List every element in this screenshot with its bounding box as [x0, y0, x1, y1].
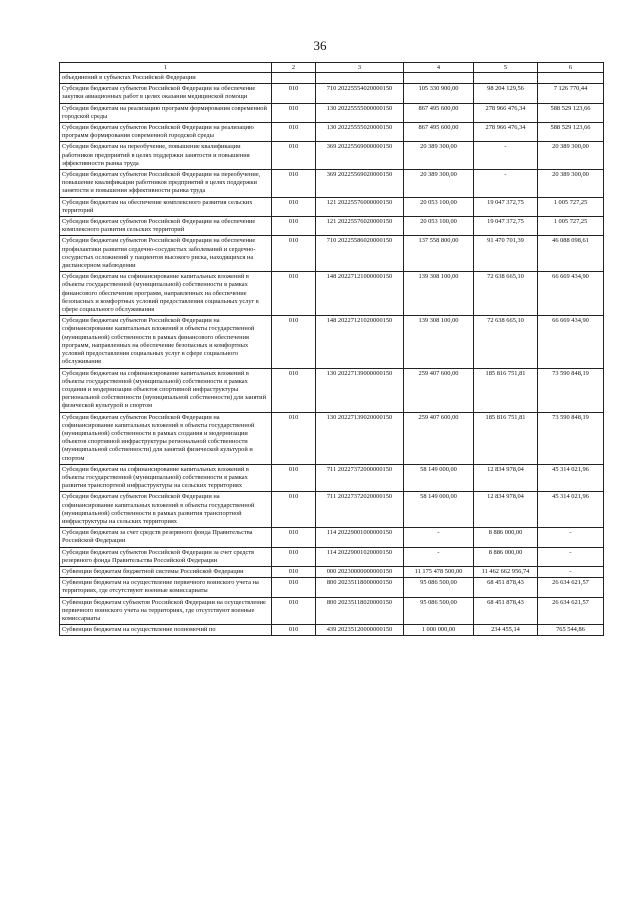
- row-admin-code: 010: [272, 566, 316, 577]
- row-description: Субсидии бюджетам субъектов Российской Федерации на софинансирование капитальных вложений в объекты государственной (муниципальной) собственности в рамках создания и модернизации объектов спортивной инфраструктуры региональной собственности (муниципальной собственности) для занятий физической культурой и спортом: [60, 412, 272, 464]
- row-description: Субсидии бюджетам субъектов Российской Федерации на обеспечение комплексного развития сельских территорий: [60, 217, 272, 236]
- row-unexecuted: 765 544,86: [538, 625, 604, 636]
- row-approved: 105 330 900,00: [404, 84, 474, 103]
- row-budget-code: 121 20225576000000150: [316, 197, 404, 216]
- row-executed: 11 462 662 956,74: [474, 566, 538, 577]
- row-executed: -: [474, 142, 538, 170]
- row-executed: 234 455,14: [474, 625, 538, 636]
- row-budget-code: 148 20227121020000150: [316, 316, 404, 368]
- row-unexecuted: 66 669 434,90: [538, 316, 604, 368]
- row-description: Субсидии бюджетам субъектов Российской Федерации на софинансирование капитальных вложений в объекты государственной (муниципальной) собственности в рамках финансового обеспечения программ, направленных на обеспечение безопасных и комфортных условий предоставления социальных услуг в сфере социального обслуживания: [60, 316, 272, 368]
- table-row: [60, 197, 604, 216]
- row-budget-code: 800 20235118000000150: [316, 578, 404, 597]
- row-budget-code: 130 20227139000000150: [316, 368, 404, 412]
- row-approved: -: [404, 528, 474, 547]
- row-admin-code: 010: [272, 103, 316, 122]
- row-approved: 11 175 478 500,00: [404, 566, 474, 577]
- row-executed: -: [474, 170, 538, 198]
- row-approved: 95 086 500,00: [404, 597, 474, 625]
- row-approved: 58 149 000,00: [404, 464, 474, 492]
- table-row: [60, 73, 604, 84]
- row-approved: 867 495 600,00: [404, 103, 474, 122]
- row-budget-code: 130 20227139020000150: [316, 412, 404, 464]
- row-executed: 278 966 476,34: [474, 123, 538, 142]
- row-approved: 58 149 000,00: [404, 492, 474, 528]
- table-row: [60, 217, 604, 236]
- row-unexecuted: 73 590 848,19: [538, 368, 604, 412]
- row-budget-code: 369 20225569020000150: [316, 170, 404, 198]
- table-row: [60, 412, 604, 464]
- header-cell: 5: [474, 63, 538, 73]
- row-admin-code: 010: [272, 123, 316, 142]
- table-row: [60, 464, 604, 492]
- row-unexecuted: -: [538, 566, 604, 577]
- row-admin-code: 010: [272, 464, 316, 492]
- row-admin-code: 010: [272, 142, 316, 170]
- row-unexecuted: 45 314 021,96: [538, 464, 604, 492]
- table-row: [60, 123, 604, 142]
- row-budget-code: 710 20225554020000150: [316, 84, 404, 103]
- row-description: Субсидии бюджетам на реализацию программ формирования современной городской среды: [60, 103, 272, 122]
- table-row: [60, 142, 604, 170]
- table-row: [60, 236, 604, 272]
- table-row: [60, 170, 604, 198]
- row-unexecuted: 588 529 123,66: [538, 123, 604, 142]
- row-unexecuted: 20 389 300,00: [538, 170, 604, 198]
- row-approved: 20 053 100,00: [404, 197, 474, 216]
- row-executed: 19 047 372,75: [474, 197, 538, 216]
- row-budget-code: 439 20235120000000150: [316, 625, 404, 636]
- row-admin-code: 010: [272, 236, 316, 272]
- row-executed: 98 204 129,56: [474, 84, 538, 103]
- row-admin-code: 010: [272, 547, 316, 566]
- row-approved: 20 389 300,00: [404, 170, 474, 198]
- row-admin-code: [272, 73, 316, 84]
- row-description: Субсидии бюджетам субъектов Российской Федерации на реализацию программ формирования современной городской среды: [60, 123, 272, 142]
- row-unexecuted: 66 669 434,90: [538, 272, 604, 316]
- table-row: [60, 368, 604, 412]
- row-description: Субсидии бюджетам на софинансирование капитальных вложений в объекты государственной (муниципальной) собственности в рамках создания и модернизации объектов спортивной инфраструктуры региональной собственности (муниципальной собственности) для занятий физической культурой и спортом: [60, 368, 272, 412]
- row-unexecuted: 1 005 727,25: [538, 197, 604, 216]
- row-budget-code: 710 20225586020000150: [316, 236, 404, 272]
- row-approved: 139 308 100,00: [404, 272, 474, 316]
- row-unexecuted: 26 634 621,57: [538, 578, 604, 597]
- header-cell: 6: [538, 63, 604, 73]
- table-row: [60, 84, 604, 103]
- row-admin-code: 010: [272, 412, 316, 464]
- table-row: [60, 272, 604, 316]
- table-row: [60, 528, 604, 547]
- header-cell: 3: [316, 63, 404, 73]
- row-admin-code: 010: [272, 84, 316, 103]
- row-description: Субсидии бюджетам за счет средств резервного фонда Правительства Российской Федерации: [60, 528, 272, 547]
- header-cell: 4: [404, 63, 474, 73]
- row-unexecuted: 45 314 021,96: [538, 492, 604, 528]
- row-unexecuted: 7 126 770,44: [538, 84, 604, 103]
- row-executed: 185 816 751,81: [474, 412, 538, 464]
- row-approved: 20 053 100,00: [404, 217, 474, 236]
- row-approved: [404, 73, 474, 84]
- table-row: [60, 492, 604, 528]
- row-admin-code: 010: [272, 597, 316, 625]
- row-admin-code: 010: [272, 368, 316, 412]
- row-admin-code: 010: [272, 492, 316, 528]
- row-budget-code: 130 20225555000000150: [316, 103, 404, 122]
- row-description: Субсидии бюджетам субъектов Российской Федерации на переобучение, повышение квалификации работников предприятий в целях поддержки занятости и повышения эффективности рынка труда: [60, 170, 272, 198]
- row-approved: 20 389 300,00: [404, 142, 474, 170]
- row-admin-code: 010: [272, 316, 316, 368]
- row-admin-code: 010: [272, 528, 316, 547]
- table-row: [60, 625, 604, 636]
- row-budget-code: 130 20225555020000150: [316, 123, 404, 142]
- row-description: Субвенции бюджетам бюджетной системы Российской Федерации: [60, 566, 272, 577]
- row-description: Субвенции бюджетам на осуществление полномочий по: [60, 625, 272, 636]
- header-row: [60, 63, 604, 73]
- row-budget-code: 711 20227372020000150: [316, 492, 404, 528]
- row-budget-code: 121 20225576020000150: [316, 217, 404, 236]
- row-unexecuted: -: [538, 528, 604, 547]
- row-unexecuted: 588 529 123,66: [538, 103, 604, 122]
- row-approved: 259 407 600,00: [404, 368, 474, 412]
- row-executed: 19 047 372,75: [474, 217, 538, 236]
- row-admin-code: 010: [272, 217, 316, 236]
- row-executed: 12 834 978,04: [474, 492, 538, 528]
- table-row: [60, 103, 604, 122]
- row-budget-code: 148 20227121000000150: [316, 272, 404, 316]
- row-executed: 8 886 000,00: [474, 528, 538, 547]
- table-row: [60, 547, 604, 566]
- row-executed: 68 451 878,43: [474, 578, 538, 597]
- row-unexecuted: 20 389 300,00: [538, 142, 604, 170]
- row-approved: 867 495 600,00: [404, 123, 474, 142]
- row-description: Субвенции бюджетам на осуществление первичного воинского учета на территориях, где отсутствуют военные комиссариаты: [60, 578, 272, 597]
- row-budget-code: 114 20229001020000150: [316, 547, 404, 566]
- row-approved: 137 558 800,00: [404, 236, 474, 272]
- row-admin-code: 010: [272, 197, 316, 216]
- row-budget-code: 114 20229001000000150: [316, 528, 404, 547]
- row-description: Субсидии бюджетам субъектов Российской Федерации на софинансирование капитальных вложений в объекты государственной (муниципальной) собственности в рамках развития транспортной инфраструктуры на сельских территориях: [60, 492, 272, 528]
- row-approved: 139 308 100,00: [404, 316, 474, 368]
- row-admin-code: 010: [272, 625, 316, 636]
- row-approved: -: [404, 547, 474, 566]
- row-unexecuted: 1 005 727,25: [538, 217, 604, 236]
- row-budget-code: [316, 73, 404, 84]
- header-cell: 2: [272, 63, 316, 73]
- row-unexecuted: [538, 73, 604, 84]
- table-row: [60, 578, 604, 597]
- row-executed: 8 886 000,00: [474, 547, 538, 566]
- table-row: [60, 316, 604, 368]
- row-approved: 1 000 000,00: [404, 625, 474, 636]
- row-executed: 72 638 665,10: [474, 316, 538, 368]
- row-description: Субсидии бюджетам на переобучение, повышение квалификации работников предприятий в целях поддержки занятости и повышения эффективности рынка труда: [60, 142, 272, 170]
- row-description: Субсидии бюджетам субъектов Российской Федерации на обеспечение профилактики развития сердечно-сосудистых заболеваний и сердечно-сосудистых осложнений у пациентов высокого риска, находящихся на диспансерном наблюдении: [60, 236, 272, 272]
- row-approved: 259 407 600,00: [404, 412, 474, 464]
- row-budget-code: 000 20230000000000150: [316, 566, 404, 577]
- row-description: Субсидии бюджетам на софинансирование капитальных вложений в объекты государственной (муниципальной) собственности в рамках развития транспортной инфраструктуры на сельских территориях: [60, 464, 272, 492]
- row-executed: 68 451 878,43: [474, 597, 538, 625]
- page-number: 36: [313, 38, 327, 53]
- row-description: Субсидии бюджетам субъектов Российской Федерации за счет средств резервного фонда Правительства Российской Федерации: [60, 547, 272, 566]
- row-admin-code: 010: [272, 578, 316, 597]
- row-unexecuted: -: [538, 547, 604, 566]
- row-unexecuted: 73 590 848,19: [538, 412, 604, 464]
- row-admin-code: 010: [272, 170, 316, 198]
- row-approved: 95 086 500,00: [404, 578, 474, 597]
- row-unexecuted: 26 634 621,57: [538, 597, 604, 625]
- row-unexecuted: 46 088 098,61: [538, 236, 604, 272]
- table-row: [60, 566, 604, 577]
- row-executed: [474, 73, 538, 84]
- row-executed: 72 638 665,10: [474, 272, 538, 316]
- row-description: Субсидии бюджетам на обеспечение комплексного развития сельских территорий: [60, 197, 272, 216]
- header-cell: 1: [60, 63, 272, 73]
- row-executed: 12 834 978,04: [474, 464, 538, 492]
- row-executed: 185 816 751,81: [474, 368, 538, 412]
- row-budget-code: 800 20235118020000150: [316, 597, 404, 625]
- row-admin-code: 010: [272, 272, 316, 316]
- row-budget-code: 369 20225569000000150: [316, 142, 404, 170]
- row-budget-code: 711 20227372000000150: [316, 464, 404, 492]
- row-executed: 91 470 701,39: [474, 236, 538, 272]
- budget-table: [59, 62, 604, 636]
- row-description: объединений в субъектах Российской Федерации: [60, 73, 272, 84]
- row-description: Субвенции бюджетам субъектов Российской Федерации на осуществление первичного воинского учета на территориях, где отсутствуют военные комиссариаты: [60, 597, 272, 625]
- table-row: [60, 597, 604, 625]
- row-description: Субсидии бюджетам на софинансирование капитальных вложений в объекты государственной (муниципальной) собственности в рамках финансового обеспечения программ, направленных на обеспечение безопасных и комфортных условий предоставления социальных услуг в сфере социального обслуживания: [60, 272, 272, 316]
- row-description: Субсидии бюджетам субъектов Российской Федерации на обеспечение закупки авиационных работ в целях оказания медицинской помощи: [60, 84, 272, 103]
- row-executed: 278 966 476,34: [474, 103, 538, 122]
